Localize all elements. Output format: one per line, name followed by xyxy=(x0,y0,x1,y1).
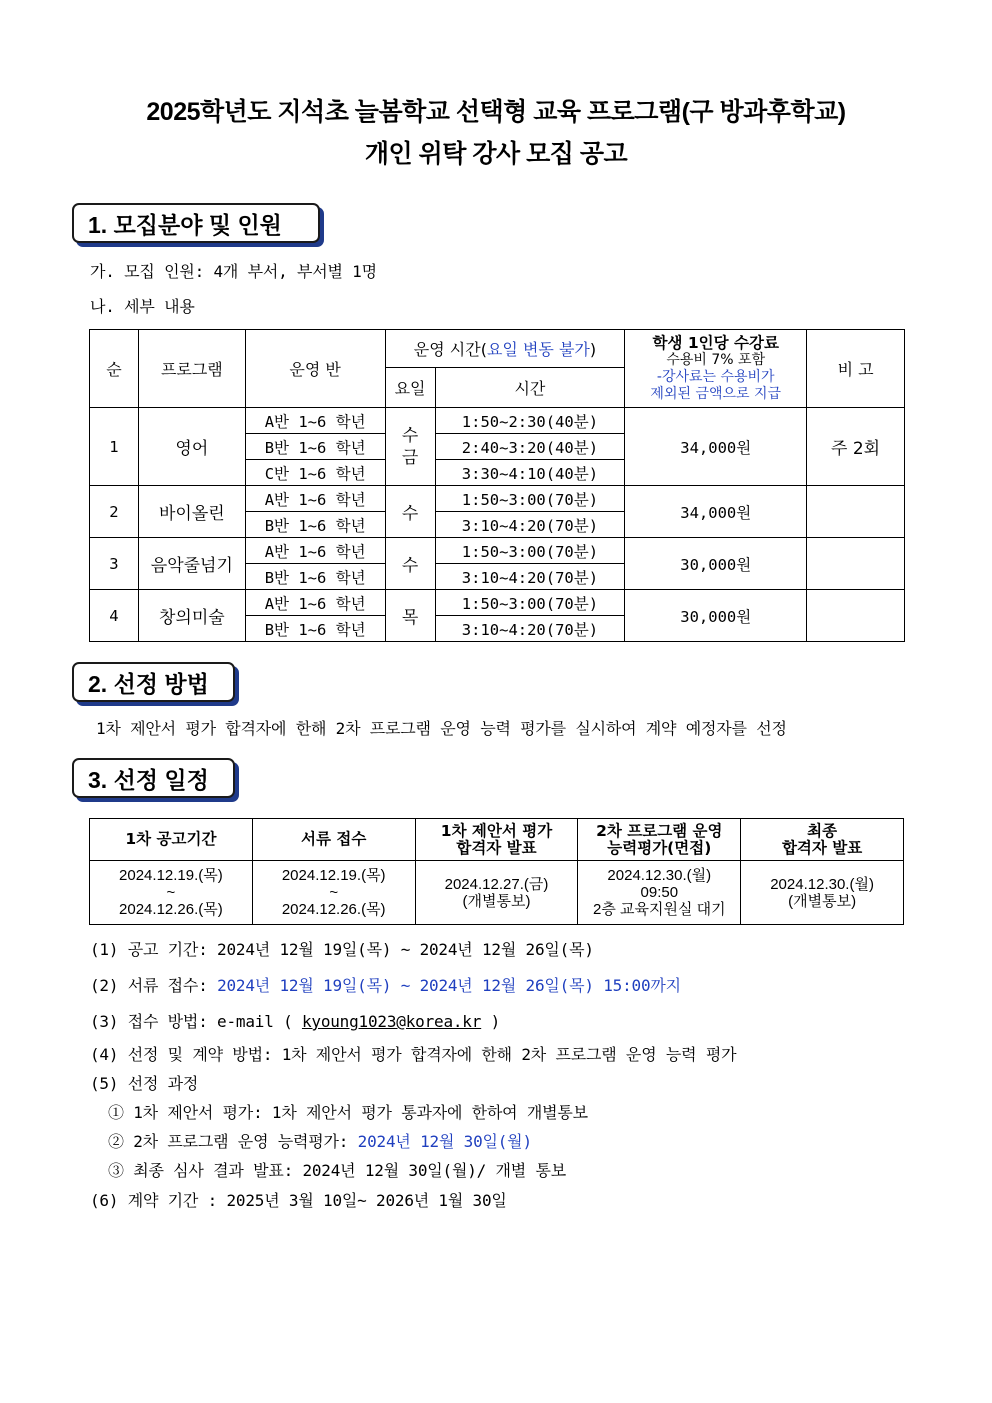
row2-fee: 34,000원 xyxy=(625,486,807,538)
page-title-line2: 개인 위탁 강사 모집 공고 xyxy=(364,140,628,168)
note-contract-period: (6) 계약 기간 : 2025년 3월 10일~ 2026년 1월 30일 xyxy=(90,1191,507,1210)
row3-note xyxy=(807,538,905,590)
schedule-c2b: ~ xyxy=(329,884,339,901)
schedule-header-first-eval-a: 1차 제안서 평가 xyxy=(440,821,553,840)
row3-fee: 30,000원 xyxy=(625,538,807,590)
schedule-header-notice: 1차 공고기간 xyxy=(90,819,253,861)
row3-time-b: 3:10~4:20(70분) xyxy=(435,564,625,590)
schedule-c3b: (개별통보) xyxy=(462,892,531,910)
row4-day: 목 xyxy=(385,590,435,642)
row3-day: 수 xyxy=(385,538,435,590)
note-step2-date: 2024년 12월 30일(월) xyxy=(357,1132,532,1151)
schedule-header-second-eval-b: 능력평가(면접) xyxy=(607,838,712,857)
schedule-c4c: 2층 교육지원실 대기 xyxy=(592,901,726,918)
details-label: 나. 세부 내용 xyxy=(90,297,195,316)
schedule-header-first-eval xyxy=(415,819,578,861)
schedule-c5b: (개별통보) xyxy=(788,892,857,910)
schedule-header-first-eval-b: 합격자 발표 xyxy=(456,838,537,857)
row2-no: 2 xyxy=(90,486,139,538)
note-selection-contract: (4) 선정 및 계약 방법: 1차 제안서 평가 합격자에 한해 2차 프로그램 운영 능력 평가 xyxy=(90,1045,737,1064)
schedule-table xyxy=(89,818,904,925)
header-no: 순 xyxy=(90,330,139,408)
row2-day: 수 xyxy=(385,486,435,538)
row1-time-c: 3:30~4:10(40분) xyxy=(435,460,625,486)
row1-day xyxy=(385,408,435,486)
section2-heading: 2. 선정 방법 xyxy=(72,662,235,702)
section1-heading: 1. 모집분야 및 인원 xyxy=(72,203,320,243)
row2-class-a: A반 1~6 학년 xyxy=(245,486,385,512)
schedule-submission-period xyxy=(252,861,415,925)
header-fee-title: 학생 1인당 수강료 xyxy=(652,333,779,352)
note-method-label: (3) 접수 방법: e-mail ( xyxy=(90,1012,302,1031)
header-time-suffix: ) xyxy=(589,340,597,359)
header-class: 운영 반 xyxy=(245,330,385,408)
row4-class-b: B반 1~6 학년 xyxy=(245,616,385,642)
row4-fee: 30,000원 xyxy=(625,590,807,642)
row1-class-b: B반 1~6 학년 xyxy=(245,434,385,460)
row1-note: 주 2회 xyxy=(807,408,905,486)
row1-time-a: 1:50~2:30(40분) xyxy=(435,408,625,434)
program-table xyxy=(89,329,905,642)
row2-program: 바이올린 xyxy=(138,486,245,538)
header-fee-sub3: 제외된 금액으로 지급 xyxy=(650,385,782,402)
schedule-header-final-a: 최종 xyxy=(807,821,838,840)
row2-time-b: 3:10~4:20(70분) xyxy=(435,512,625,538)
schedule-first-eval-date xyxy=(415,861,578,925)
row1-class-c: C반 1~6 학년 xyxy=(245,460,385,486)
row3-class-a: A반 1~6 학년 xyxy=(245,538,385,564)
header-fee-sub2: -강사료는 수용비가 xyxy=(656,368,775,385)
schedule-c4a: 2024.12.30.(월) xyxy=(607,867,712,884)
schedule-c4b: 09:50 xyxy=(640,884,679,901)
row1-day1: 수 xyxy=(401,425,419,446)
row2-note xyxy=(807,486,905,538)
selection-method-text: 1차 제안서 평가 합격자에 한해 2차 프로그램 운영 능력 평가를 실시하여 계약 예정자를 선정 xyxy=(96,719,787,738)
row3-program: 음악줄넘기 xyxy=(138,538,245,590)
schedule-c3a: 2024.12.27.(금) xyxy=(444,875,549,893)
schedule-c1b: ~ xyxy=(166,884,176,901)
row4-time-b: 3:10~4:20(70분) xyxy=(435,616,625,642)
note-process-step1: ① 1차 제안서 평가: 1차 제안서 평가 통과자에 한하여 개별통보 xyxy=(108,1103,588,1122)
schedule-header-final-b: 합격자 발표 xyxy=(781,838,863,857)
note-step2-label: ② 2차 프로그램 운영 능력평가: xyxy=(108,1132,358,1151)
schedule-second-eval-date xyxy=(578,861,741,925)
note-submission-period: 2024년 12월 19일(목) ~ 2024년 12월 26일(목) 15:00까지 xyxy=(217,976,681,995)
row1-day2: 금 xyxy=(401,447,419,468)
row4-program: 창의미술 xyxy=(138,590,245,642)
note-selection-process: (5) 선정 과정 xyxy=(90,1074,199,1093)
row3-class-b: B반 1~6 학년 xyxy=(245,564,385,590)
row1-fee: 34,000원 xyxy=(625,408,807,486)
recruit-count: 가. 모집 인원: 4개 부서, 부서별 1명 xyxy=(90,262,377,281)
header-fee-sub1: 수용비 7% 포함 xyxy=(666,351,766,368)
schedule-c1c: 2024.12.26.(목) xyxy=(119,901,223,918)
note-submission-label: (2) 서류 접수: xyxy=(90,976,218,995)
header-day: 요일 xyxy=(385,368,435,408)
header-program: 프로그램 xyxy=(138,330,245,408)
header-note: 비 고 xyxy=(807,330,905,408)
schedule-c2a: 2024.12.19.(목) xyxy=(281,867,386,884)
note-submission-method xyxy=(90,1009,500,1032)
row2-class-b: B반 1~6 학년 xyxy=(245,512,385,538)
row4-note xyxy=(807,590,905,642)
schedule-header-final xyxy=(741,819,904,861)
schedule-c5a: 2024.12.30.(월) xyxy=(770,875,874,893)
schedule-final-date xyxy=(741,861,904,925)
row1-time-b: 2:40~3:20(40분) xyxy=(435,434,625,460)
email-link[interactable]: kyoung1023@korea.kr xyxy=(301,1012,482,1031)
schedule-notice-period xyxy=(90,861,253,925)
schedule-header-second-eval-a: 2차 프로그램 운영 xyxy=(596,821,723,840)
header-time-prefix: 운영 시간( xyxy=(413,340,487,359)
row3-no: 3 xyxy=(90,538,139,590)
note-process-step2 xyxy=(108,1129,532,1152)
row1-no: 1 xyxy=(90,408,139,486)
schedule-c1a: 2024.12.19.(목) xyxy=(119,867,223,884)
row1-class-a: A반 1~6 학년 xyxy=(245,408,385,434)
note-submission xyxy=(90,973,681,996)
schedule-header-second-eval xyxy=(578,819,741,861)
note-process-step3: ③ 최종 심사 결과 발표: 2024년 12월 30일(월)/ 개별 통보 xyxy=(108,1161,566,1180)
page-title-line1: 2025학년도 지석초 늘봄학교 선택형 교육 프로그램(구 방과후학교) xyxy=(146,98,846,126)
row3-time-a: 1:50~3:00(70분) xyxy=(435,538,625,564)
row4-no: 4 xyxy=(90,590,139,642)
row1-program: 영어 xyxy=(138,408,245,486)
header-fee xyxy=(625,330,807,408)
note-notice-period: (1) 공고 기간: 2024년 12월 19일(목) ~ 2024년 12월 26일(목) xyxy=(90,940,594,959)
row4-time-a: 1:50~3:00(70분) xyxy=(435,590,625,616)
schedule-c2c: 2024.12.26.(목) xyxy=(281,901,386,918)
row4-class-a: A반 1~6 학년 xyxy=(245,590,385,616)
header-time: 시간 xyxy=(435,368,625,408)
note-method-suffix: ) xyxy=(481,1012,501,1031)
schedule-header-submission: 서류 접수 xyxy=(252,819,415,861)
section3-heading: 3. 선정 일정 xyxy=(72,758,235,798)
header-time-note: 요일 변동 불가 xyxy=(486,340,590,359)
header-operating-time xyxy=(385,330,625,368)
row2-time-a: 1:50~3:00(70분) xyxy=(435,486,625,512)
